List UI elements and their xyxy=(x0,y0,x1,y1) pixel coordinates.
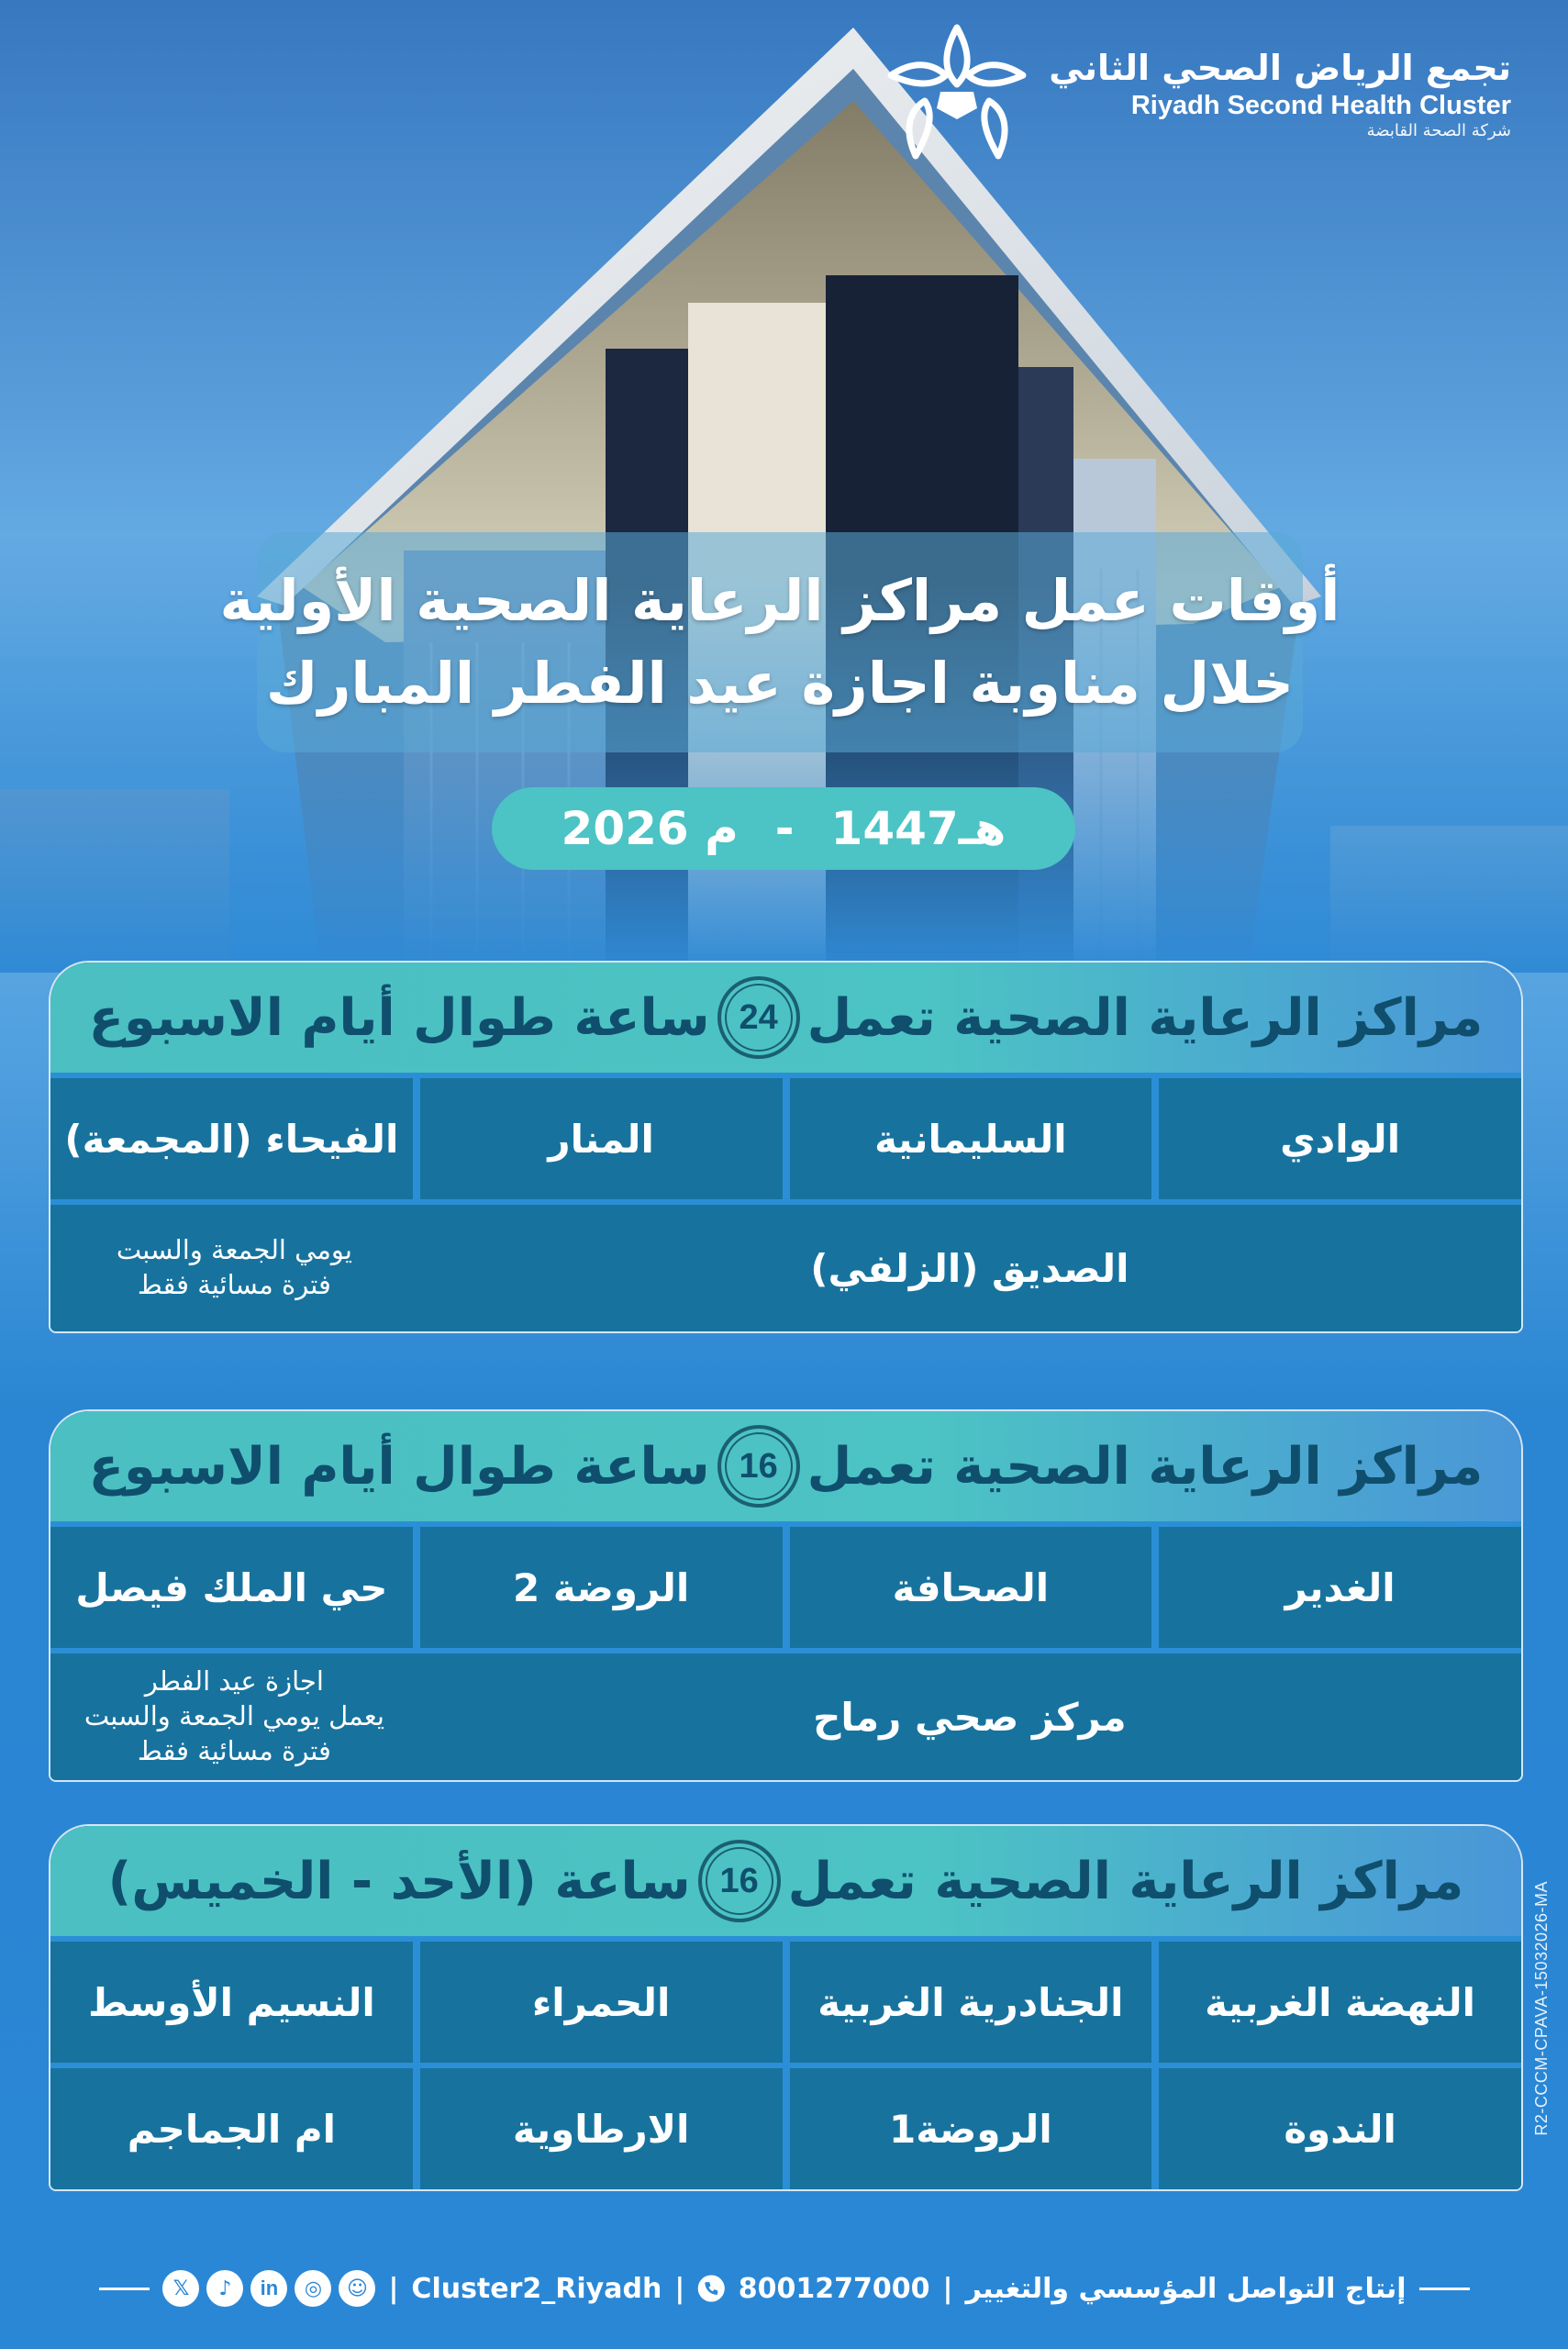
section-header xyxy=(50,1411,1521,1527)
footer-separator: | xyxy=(388,2272,399,2305)
snapchat-icon[interactable]: ☺ xyxy=(339,2270,375,2307)
section-24h xyxy=(49,961,1523,1333)
date-separator: - xyxy=(774,802,795,855)
footer-separator: | xyxy=(942,2272,953,2305)
linkedin-icon[interactable]: in xyxy=(250,2270,287,2307)
footer-production: إنتاج التواصل المؤسسي والتغيير xyxy=(965,2272,1407,2305)
x-icon[interactable]: 𝕏 xyxy=(162,2270,199,2307)
header-text-after: ساعة طوال أيام الاسبوع xyxy=(88,1436,710,1497)
note-line: فترة مسائية فقط xyxy=(137,1269,331,1300)
centers-row xyxy=(50,2063,1521,2189)
footer xyxy=(99,2265,1470,2312)
center-name: الوادي xyxy=(1159,1078,1521,1199)
clock-icon: 16 xyxy=(698,1840,781,1922)
section-header xyxy=(50,963,1521,1078)
section-16h-sun-thu xyxy=(49,1824,1523,2191)
centers-row-wide xyxy=(50,1199,1521,1331)
page-subtitle: خلال مناوبة اجازة عيد الفطر المبارك xyxy=(265,650,1295,717)
center-name: الروضة 2 xyxy=(420,1527,790,1648)
social-icons xyxy=(162,2270,375,2307)
center-name: الروضة1 xyxy=(790,2068,1160,2189)
center-note xyxy=(50,1205,418,1331)
header-text-after: ساعة (الأحد - الخميس) xyxy=(107,1851,691,1911)
center-name: الصحافة xyxy=(790,1527,1160,1648)
center-name: الندوة xyxy=(1159,2068,1521,2189)
center-name: المنار xyxy=(420,1078,790,1199)
center-name: الفيحاء (المجمعة) xyxy=(50,1078,420,1199)
center-name: الصديق (الزلفي) xyxy=(418,1205,1521,1331)
clock-icon: 24 xyxy=(717,976,800,1059)
page-title: أوقات عمل مراكز الرعاية الصحية الأولية xyxy=(219,567,1340,635)
centers-row xyxy=(50,1527,1521,1648)
header-text-before: مراكز الرعاية الصحية تعمل xyxy=(806,1436,1484,1497)
center-name: النسيم الأوسط xyxy=(50,1942,420,2063)
star-flower-logo-icon xyxy=(884,20,1030,167)
logo-name-ar: تجمع الرياض الصحي الثاني xyxy=(1049,48,1511,89)
center-name: ام الجماجم xyxy=(50,2068,420,2189)
clock-icon: 16 xyxy=(717,1425,800,1508)
date-badge xyxy=(492,787,1075,870)
center-name: السليمانية xyxy=(790,1078,1160,1199)
center-name: الارطاوية xyxy=(420,2068,790,2189)
instagram-icon[interactable]: ◎ xyxy=(295,2270,331,2307)
footer-divider xyxy=(1419,2288,1470,2290)
note-line: يومي الجمعة والسبت xyxy=(116,1234,352,1266)
document-code: R2-CCCM-CPAVA-15032026-MA xyxy=(1532,1881,1551,2136)
centers-row xyxy=(50,1942,1521,2063)
center-name: الحمراء xyxy=(420,1942,790,2063)
header-text-before: مراكز الرعاية الصحية تعمل xyxy=(806,987,1484,1048)
note-line: يعمل يومي الجمعة والسبت xyxy=(83,1700,384,1732)
center-name: الجنادرية الغربية xyxy=(790,1942,1160,2063)
cluster-logo xyxy=(884,20,1511,167)
tiktok-icon[interactable]: ♪ xyxy=(206,2270,243,2307)
center-name: الغدير xyxy=(1159,1527,1521,1648)
date-gregorian: 2026 م xyxy=(561,802,739,855)
center-note xyxy=(50,1653,418,1780)
section-16h-week xyxy=(49,1409,1523,1782)
logo-subtitle: شركة الصحة القابضة xyxy=(1366,120,1511,140)
title-box xyxy=(219,532,1340,752)
header-text-after: ساعة طوال أيام الاسبوع xyxy=(88,987,710,1048)
note-line: فترة مسائية فقط xyxy=(137,1734,331,1766)
section-header xyxy=(50,1826,1521,1942)
footer-handle[interactable]: Cluster2_Riyadh xyxy=(411,2272,662,2305)
footer-divider xyxy=(99,2288,150,2290)
center-name: حي الملك فيصل xyxy=(50,1527,420,1648)
center-name: مركز صحي رماح xyxy=(418,1653,1521,1780)
header-text-before: مراكز الرعاية الصحية تعمل xyxy=(787,1851,1464,1911)
centers-row-wide xyxy=(50,1648,1521,1780)
logo-text xyxy=(1049,47,1511,140)
footer-phone[interactable]: 8001277000 xyxy=(738,2272,930,2305)
logo-name-en: Riyadh Second Health Cluster xyxy=(1130,90,1511,120)
note-line: اجازة عيد الفطر xyxy=(144,1665,324,1698)
centers-row xyxy=(50,1078,1521,1199)
center-name: النهضة الغربية xyxy=(1159,1942,1521,2063)
footer-separator: | xyxy=(674,2272,685,2305)
date-hijri: 1447هـ xyxy=(830,802,1006,855)
phone-icon xyxy=(697,2268,726,2309)
